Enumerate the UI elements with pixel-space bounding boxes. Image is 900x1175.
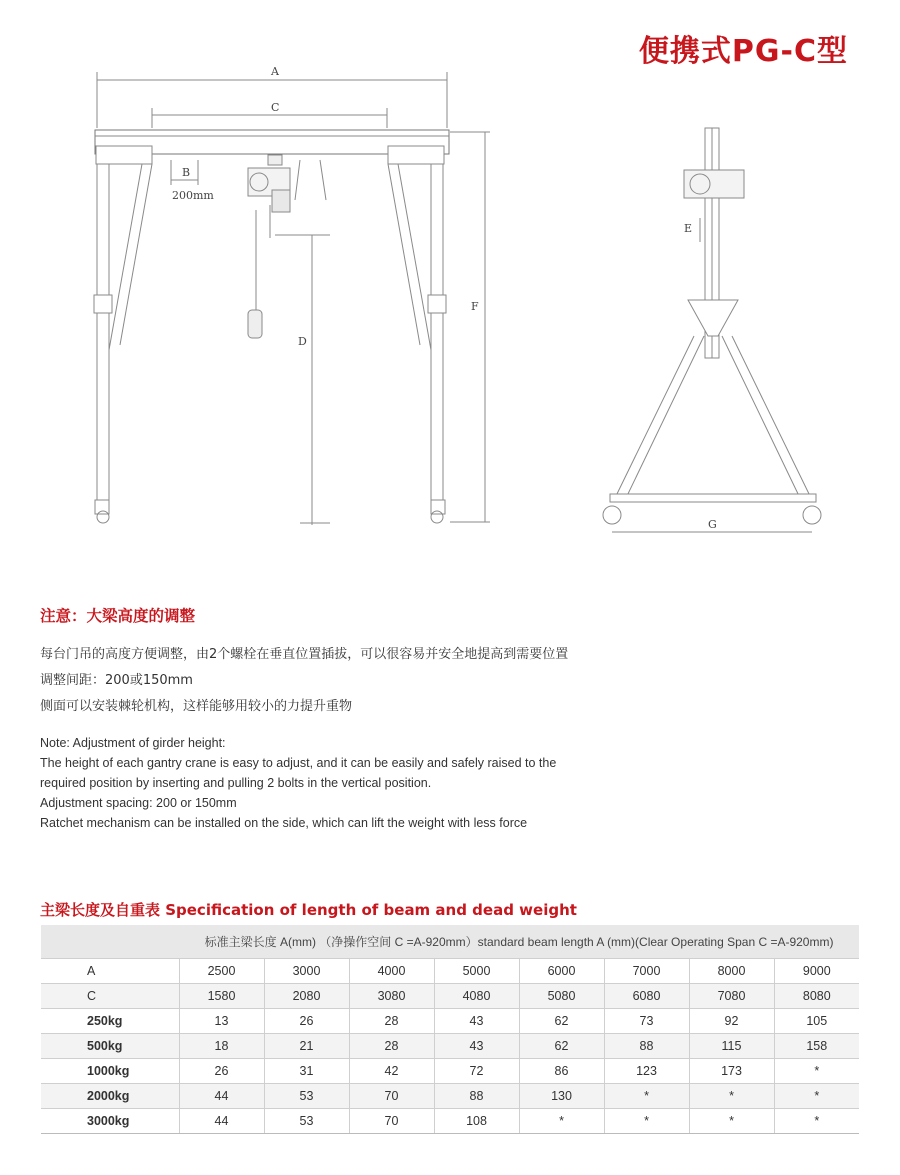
table-cell: 2500	[179, 959, 264, 984]
table-cell: 28	[349, 1034, 434, 1059]
note-en-line: Note: Adjustment of girder height:	[40, 736, 226, 750]
table-cell: 108	[434, 1109, 519, 1134]
table-cell: 6080	[604, 984, 689, 1009]
table-row	[41, 1059, 859, 1084]
table-cell: 53	[264, 1109, 349, 1134]
table-cell: 86	[519, 1059, 604, 1084]
table-row	[41, 1084, 859, 1109]
table-cell: 1580	[179, 984, 264, 1009]
dimension-label-d: D	[298, 335, 307, 348]
table-cell: *	[689, 1084, 774, 1109]
table-cell: 44	[179, 1084, 264, 1109]
dimension-label-g: G	[708, 518, 717, 531]
table-row	[41, 1034, 859, 1059]
table-cell: 173	[689, 1059, 774, 1084]
table-cell: 53	[264, 1084, 349, 1109]
table-cell: 42	[349, 1059, 434, 1084]
row-label: 500kg	[41, 1034, 179, 1059]
table-row	[41, 959, 859, 984]
table-cell: *	[774, 1084, 859, 1109]
row-label: 3000kg	[41, 1109, 179, 1134]
dimension-label-b-value: 200mm	[172, 189, 214, 202]
table-cell: 4000	[349, 959, 434, 984]
row-label: 1000kg	[41, 1059, 179, 1084]
table-cell: 43	[434, 1034, 519, 1059]
table-cell: *	[774, 1109, 859, 1134]
table-cell: 3080	[349, 984, 434, 1009]
note-zh-line: 每台门吊的高度方便调整，由2个螺栓在垂直位置插拔，可以很容易并安全地提高到需要位置	[40, 647, 569, 662]
table-row	[41, 1109, 859, 1134]
table-cell: 6000	[519, 959, 604, 984]
table-cell: 26	[264, 1009, 349, 1034]
row-label: 2000kg	[41, 1084, 179, 1109]
dimension-label-a: A	[271, 65, 279, 78]
table-header-text: 标准主梁长度 A(mm) （净操作空间 C =A-920mm）standard beam length A (mm)(Clear Operating Span C =A-920mm)	[179, 925, 859, 959]
row-label: 250kg	[41, 1009, 179, 1034]
table-cell: 9000	[774, 959, 859, 984]
note-en-line: Ratchet mechanism can be installed on the side, which can lift the weight with less force	[40, 816, 528, 830]
table-cell: 5080	[519, 984, 604, 1009]
table-cell: 8080	[774, 984, 859, 1009]
table-cell: 2080	[264, 984, 349, 1009]
table-cell: *	[604, 1084, 689, 1109]
table-cell: 158	[774, 1034, 859, 1059]
spec-table	[41, 925, 859, 1134]
table-cell: 26	[179, 1059, 264, 1084]
table-cell: 4080	[434, 984, 519, 1009]
table-cell: 92	[689, 1009, 774, 1034]
table-cell: 62	[519, 1009, 604, 1034]
note-zh-body	[40, 642, 568, 720]
dimension-label-e: E	[684, 222, 693, 235]
table-cell: 18	[179, 1034, 264, 1059]
table-cell: 62	[519, 1034, 604, 1059]
table-cell: 3000	[264, 959, 349, 984]
table-cell: 72	[434, 1059, 519, 1084]
table-cell: 130	[519, 1084, 604, 1109]
table-cell: 123	[604, 1059, 689, 1084]
table-cell: 44	[179, 1109, 264, 1134]
row-label: A	[41, 959, 179, 984]
table-cell: 115	[689, 1034, 774, 1059]
gantry-crane-drawing	[0, 60, 900, 560]
table-header-row	[41, 925, 859, 959]
dimension-label-f: F	[471, 300, 479, 313]
spec-table-heading: 主梁长度及自重表 Specification of length of beam and dead weight	[40, 901, 577, 919]
note-en-body	[40, 733, 556, 833]
note-en-line: Adjustment spacing: 200 or 150mm	[40, 796, 237, 810]
note-heading-zh: 注意：大梁高度的调整	[40, 607, 196, 625]
table-cell: *	[689, 1109, 774, 1134]
table-cell: 5000	[434, 959, 519, 984]
dimension-label-b: B	[182, 166, 191, 179]
table-row	[41, 984, 859, 1009]
page-title: 便携式PG-C型	[638, 34, 848, 69]
row-label: C	[41, 984, 179, 1009]
note-en-line: required position by inserting and pulling 2 bolts in the vertical position.	[40, 776, 432, 790]
table-cell: 88	[604, 1034, 689, 1059]
table-cell: 31	[264, 1059, 349, 1084]
table-cell: 13	[179, 1009, 264, 1034]
table-cell: 7000	[604, 959, 689, 984]
table-cell: 88	[434, 1084, 519, 1109]
table-cell: 105	[774, 1009, 859, 1034]
table-row	[41, 1009, 859, 1034]
table-cell: 43	[434, 1009, 519, 1034]
table-cell: 70	[349, 1084, 434, 1109]
note-en-line: The height of each gantry crane is easy to adjust, and it can be easily and safely raised to the	[40, 756, 557, 770]
note-zh-line: 侧面可以安装棘轮机构，这样能够用较小的力提升重物	[40, 699, 353, 714]
dimension-label-c: C	[271, 101, 280, 114]
table-cell: *	[519, 1109, 604, 1134]
table-cell: *	[774, 1059, 859, 1084]
table-cell: 21	[264, 1034, 349, 1059]
note-zh-line: 调整间距：200或150mm	[40, 673, 193, 688]
table-cell: *	[604, 1109, 689, 1134]
table-cell: 70	[349, 1109, 434, 1134]
table-cell: 7080	[689, 984, 774, 1009]
table-cell: 28	[349, 1009, 434, 1034]
table-cell: 8000	[689, 959, 774, 984]
table-cell: 73	[604, 1009, 689, 1034]
